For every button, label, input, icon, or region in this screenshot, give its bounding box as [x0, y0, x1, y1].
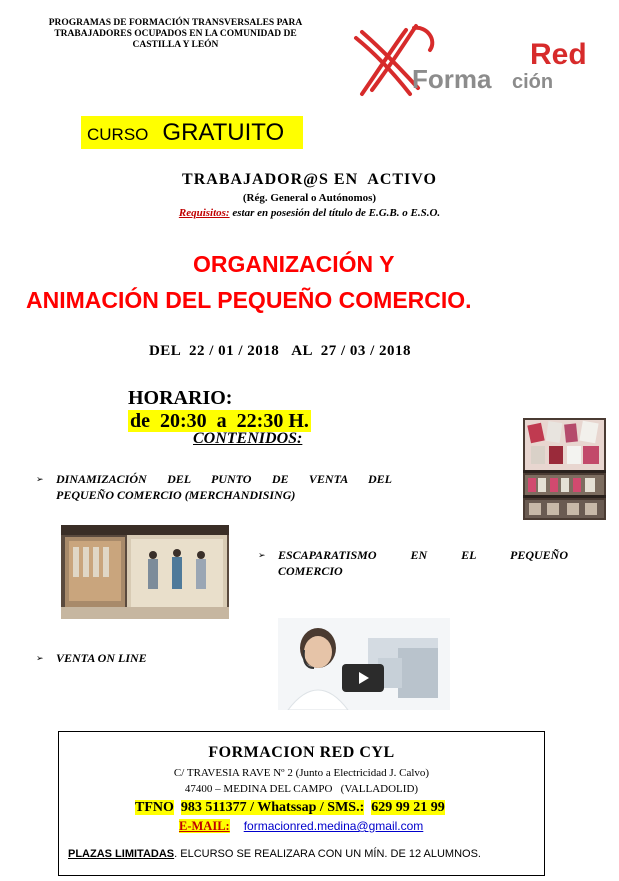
- contact-box: [58, 731, 545, 876]
- content-item-venta-online: [36, 650, 256, 666]
- requirements-text: estar en posesión del título de E.G.B. o E.S.O.: [229, 207, 441, 219]
- course-title-line-1: ORGANIZACIÓN Y: [193, 251, 395, 277]
- requirements-label: Requisitos:: [178, 207, 230, 219]
- email-label: E-MAIL:: [179, 819, 230, 833]
- email-line: [179, 819, 423, 834]
- content-item-2-line-1: ESCAPARATISMO EN EL PEQUEÑO: [278, 548, 568, 562]
- schedule-time: de 20:30 a 22:30 H.: [130, 410, 309, 432]
- course-title-line-2: ANIMACIÓN DEL PEQUEÑO COMERCIO.: [26, 287, 472, 313]
- content-item-escaparatismo: [258, 547, 568, 579]
- phone-number: 983 511377: [180, 800, 247, 815]
- shop-shelf-photo: [523, 418, 606, 520]
- requirements: [0, 207, 619, 219]
- content-item-1-line-1: DINAMIZACIÓN DEL PUNTO DE VENTA DEL: [56, 472, 392, 486]
- logo-word-cion: ción: [512, 71, 554, 93]
- bullet-arrow-icon: ➢: [258, 551, 266, 561]
- bullet-arrow-icon: ➢: [36, 475, 44, 485]
- plazas-text: . ELCURSO SE REALIZARA CON UN MÍN. DE 12 ALUMNOS.: [174, 848, 481, 860]
- store-window-photo: [61, 525, 229, 619]
- address-line-2: 47400 – MEDINA DEL CAMPO (VALLADOLID): [184, 783, 419, 795]
- phone-label: TFNO: [135, 800, 174, 815]
- free-course-badge: [81, 116, 303, 149]
- plazas-label: PLAZAS LIMITADAS: [68, 848, 175, 860]
- content-item-merchandising: [36, 471, 392, 503]
- content-item-2-line-2: COMERCIO: [278, 564, 343, 578]
- organization-name: FORMACION RED CYL: [208, 744, 395, 761]
- content-item-1-line-2: PEQUEÑO COMERCIO (MERCHANDISING): [56, 488, 296, 502]
- schedule-label: HORARIO:: [128, 387, 233, 409]
- schedule: [118, 364, 311, 433]
- contents-title: CONTENIDOS:: [193, 430, 303, 447]
- email-link[interactable]: formacionred.medina@gmail.com: [243, 819, 424, 833]
- bullet-arrow-icon: ➢: [36, 654, 44, 664]
- logo-word-red: Red: [530, 38, 587, 71]
- play-icon: [342, 664, 384, 692]
- limited-places-note: [68, 848, 538, 860]
- logo-word-forma: Forma: [412, 64, 492, 94]
- regime-note: (Rég. General o Autónomos): [242, 192, 377, 204]
- header-line-1: PROGRAMAS DE FORMACIÓN TRANSVERSALES PARA: [48, 18, 303, 28]
- course-dates: DEL 22 / 01 / 2018 AL 27 / 03 / 2018: [148, 343, 412, 359]
- program-header: [18, 18, 333, 51]
- badge-gratuito: GRATUITO: [162, 119, 285, 146]
- badge-curso: CURSO: [87, 125, 149, 144]
- content-item-3-line-1: VENTA ON LINE: [56, 651, 147, 665]
- phone-line: [135, 800, 445, 816]
- address-line-1: C/ TRAVESIA RAVE Nº 2 (Junto a Electricidad J. Calvo): [173, 767, 430, 779]
- mobile-number: 629 99 21 99: [371, 800, 445, 815]
- header-line-3: CASTILLA Y LEÓN: [132, 40, 219, 50]
- header-line-2: TRABAJADORES OCUPADOS EN LA COMUNIDAD DE: [54, 29, 297, 39]
- audience-heading: TRABAJADOR@S EN ACTIVO: [182, 171, 437, 188]
- video-play-button[interactable]: [342, 664, 384, 692]
- whatsapp-label: / Whatssap / SMS.:: [246, 800, 365, 815]
- formacion-red-logo: [352, 16, 612, 106]
